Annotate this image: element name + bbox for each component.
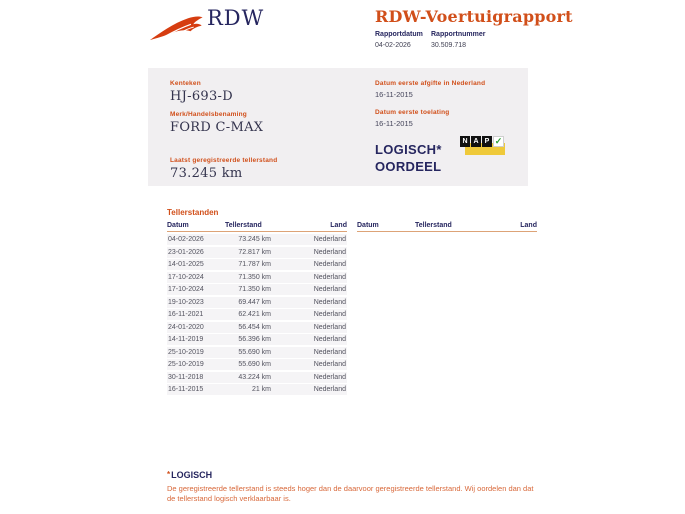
- table-row: [167, 309, 347, 320]
- table-header-row: [167, 222, 347, 232]
- table-row: [167, 272, 347, 283]
- table-row: [167, 234, 347, 245]
- kenteken-value: HJ-693-D: [170, 89, 233, 104]
- row-tellerstand: 71.350 km: [238, 286, 271, 293]
- eerste-toelating-field: [375, 109, 525, 128]
- row-land: Nederland: [313, 336, 346, 343]
- oordeel-line2: OORDEEL: [375, 159, 442, 174]
- report-number-value: 30.509.718: [431, 42, 467, 49]
- col-header-land: Land: [330, 222, 347, 229]
- row-datum: 17-10-2024: [168, 273, 204, 281]
- oordeel-line1: LOGISCH*: [375, 142, 442, 157]
- row-land: Nederland: [313, 348, 346, 356]
- table-row: [167, 359, 347, 370]
- report-date-label: Rapportdatum: [375, 31, 423, 38]
- merk-label: Merk/Handelsbenaming: [170, 111, 247, 118]
- row-tellerstand: 21 km: [251, 386, 271, 393]
- table-row: [167, 372, 347, 383]
- table-row: [167, 322, 347, 333]
- row-datum: 16-11-2015: [168, 386, 204, 393]
- row-datum: 23-01-2026: [168, 248, 204, 256]
- tellerstanden-table-left: [167, 222, 347, 397]
- logisch-footnote: [167, 470, 539, 504]
- report-number-label: Rapportnummer: [431, 31, 486, 38]
- asterisk-marker: *: [167, 470, 171, 479]
- page-title: RDW-Voertuigrapport: [375, 7, 573, 26]
- table-row: [167, 297, 347, 308]
- row-datum: 16-11-2021: [168, 311, 204, 318]
- row-datum: 24-01-2020: [168, 323, 204, 331]
- eerste-afgifte-label: Datum eerste afgifte in Nederland: [375, 80, 486, 87]
- row-land: Nederland: [313, 236, 346, 243]
- row-datum: 14-11-2019: [168, 336, 204, 343]
- rdw-feather-icon: [148, 11, 204, 45]
- row-datum: 14-01-2025: [168, 261, 204, 268]
- row-tellerstand: 73.245 km: [238, 236, 271, 243]
- laatste-tellerstand-value: 73.245 km: [170, 166, 243, 181]
- row-datum: 25-10-2019: [168, 361, 204, 368]
- row-tellerstand: 71.350 km: [238, 273, 271, 281]
- row-datum: 04-02-2026: [168, 236, 204, 243]
- col-header-land: Land: [520, 222, 537, 229]
- table-header-row: [357, 222, 537, 232]
- eerste-afgifte-field: [375, 80, 525, 99]
- row-tellerstand: 55.690 km: [238, 361, 271, 368]
- report-meta: [375, 31, 485, 49]
- laatste-tellerstand-label: Laatst geregistreerde tellerstand: [170, 157, 278, 164]
- merk-value: FORD C-MAX: [170, 120, 264, 135]
- row-tellerstand: 62.421 km: [238, 311, 271, 318]
- footnote-text: De geregistreerde tellerstand is steeds hoger dan de daarvoor geregistreerde tellerstand. Wij oordelen dan dat de tellerstand logisch verklaarbaar is.: [167, 484, 534, 503]
- vehicle-summary-box: [148, 68, 528, 186]
- tellerstanden-title: Tellerstanden: [167, 208, 219, 217]
- nap-logo-icon: [460, 136, 508, 158]
- nap-letter-n: N: [460, 136, 470, 147]
- col-header-datum: Datum: [357, 222, 379, 229]
- table-row: [167, 284, 347, 295]
- row-datum: 17-10-2024: [168, 286, 204, 293]
- row-tellerstand: 71.787 km: [238, 261, 271, 268]
- eerste-toelating-value: 16-11-2015: [375, 119, 413, 128]
- row-tellerstand: 56.454 km: [238, 323, 271, 331]
- kenteken-field: [170, 80, 277, 104]
- row-land: Nederland: [313, 323, 346, 331]
- kenteken-label: Kenteken: [170, 80, 201, 87]
- col-header-tellerstand: Tellerstand: [415, 222, 452, 229]
- tellerstanden-table-right: [357, 222, 537, 397]
- merk-field: [170, 111, 277, 135]
- row-tellerstand: 55.690 km: [238, 348, 271, 356]
- row-land: Nederland: [313, 286, 346, 293]
- row-datum: 30-11-2018: [168, 373, 204, 381]
- table-body: [167, 234, 347, 395]
- eerste-toelating-label: Datum eerste toelating: [375, 109, 450, 116]
- nap-letter-a: A: [471, 136, 481, 147]
- footnote-title: [167, 470, 539, 480]
- nap-letter-p: P: [482, 136, 492, 147]
- row-land: Nederland: [313, 273, 346, 281]
- footnote-title-text: LOGISCH: [171, 470, 213, 480]
- table-row: [167, 334, 347, 345]
- row-land: Nederland: [313, 248, 346, 256]
- rdw-logo-text: RDW: [207, 6, 265, 30]
- row-datum: 19-10-2023: [168, 298, 204, 306]
- col-header-tellerstand: Tellerstand: [225, 222, 262, 229]
- col-header-datum: Datum: [167, 222, 189, 229]
- laatste-tellerstand-field: [170, 157, 277, 181]
- row-land: Nederland: [313, 361, 346, 368]
- table-row: [167, 247, 347, 258]
- row-tellerstand: 56.396 km: [238, 336, 271, 343]
- eerste-afgifte-value: 16-11-2015: [375, 90, 413, 99]
- row-land: Nederland: [313, 311, 346, 318]
- row-tellerstand: 43.224 km: [238, 373, 271, 381]
- tellerstanden-section: [167, 208, 538, 397]
- nap-check-icon: ✓: [494, 136, 503, 146]
- row-datum: 25-10-2019: [168, 348, 204, 356]
- report-date-value: 04-02-2026: [375, 42, 411, 49]
- table-row: [167, 259, 347, 270]
- row-tellerstand: 72.817 km: [238, 248, 271, 256]
- table-row: [167, 347, 347, 358]
- row-land: Nederland: [313, 298, 346, 306]
- row-land: Nederland: [313, 373, 346, 381]
- row-tellerstand: 69.447 km: [238, 298, 271, 306]
- row-land: Nederland: [313, 386, 346, 393]
- table-row: [167, 384, 347, 395]
- row-land: Nederland: [313, 261, 346, 268]
